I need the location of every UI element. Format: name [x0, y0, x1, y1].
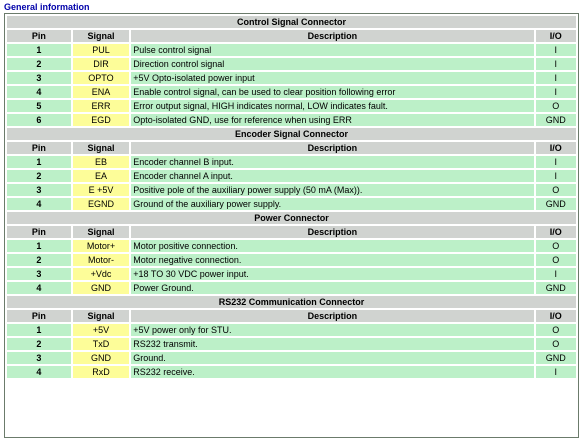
cell-signal: DIR [73, 58, 130, 70]
cell-pin: 4 [7, 86, 71, 98]
cell-pin: 2 [7, 254, 71, 266]
section-title-row [7, 212, 576, 224]
table-row [7, 254, 576, 266]
column-header-description: Description [131, 226, 533, 238]
section-title: Power Connector [7, 212, 576, 224]
table-row [7, 198, 576, 210]
column-header-row [7, 226, 576, 238]
cell-pin: 1 [7, 240, 71, 252]
table-row [7, 352, 576, 364]
cell-description: Error output signal, HIGH indicates normal, LOW indicates fault. [131, 100, 533, 112]
cell-signal: GND [73, 282, 130, 294]
cell-pin: 1 [7, 44, 71, 56]
cell-io: I [536, 366, 576, 378]
column-header-description: Description [131, 142, 533, 154]
page-heading: General information [4, 2, 90, 12]
cell-signal: TxD [73, 338, 130, 350]
table-row [7, 114, 576, 126]
cell-io: O [536, 254, 576, 266]
table-row [7, 170, 576, 182]
cell-signal: EB [73, 156, 130, 168]
cell-signal: ENA [73, 86, 130, 98]
connector-table [5, 14, 578, 380]
cell-pin: 3 [7, 72, 71, 84]
column-header-signal: Signal [73, 142, 130, 154]
cell-io: O [536, 324, 576, 336]
cell-description: +5V power only for STU. [131, 324, 533, 336]
cell-pin: 3 [7, 184, 71, 196]
table-row [7, 282, 576, 294]
cell-pin: 1 [7, 324, 71, 336]
cell-io: O [536, 100, 576, 112]
cell-description: Motor positive connection. [131, 240, 533, 252]
cell-signal: OPTO [73, 72, 130, 84]
cell-io: I [536, 72, 576, 84]
connector-table-body [7, 16, 576, 378]
cell-description: Encoder channel B input. [131, 156, 533, 168]
cell-signal: PUL [73, 44, 130, 56]
cell-signal: +Vdc [73, 268, 130, 280]
cell-signal: +5V [73, 324, 130, 336]
cell-io: I [536, 44, 576, 56]
cell-signal: ERR [73, 100, 130, 112]
cell-pin: 2 [7, 58, 71, 70]
column-header-description: Description [131, 30, 533, 42]
cell-description: Motor negative connection. [131, 254, 533, 266]
table-row [7, 44, 576, 56]
column-header-row [7, 30, 576, 42]
column-header-pin: Pin [7, 226, 71, 238]
cell-signal: EGD [73, 114, 130, 126]
table-row [7, 100, 576, 112]
cell-pin: 3 [7, 268, 71, 280]
cell-io: O [536, 240, 576, 252]
cell-pin: 5 [7, 100, 71, 112]
column-header-row [7, 310, 576, 322]
column-header-description: Description [131, 310, 533, 322]
cell-pin: 6 [7, 114, 71, 126]
section-title: Control Signal Connector [7, 16, 576, 28]
table-row [7, 324, 576, 336]
cell-pin: 2 [7, 338, 71, 350]
cell-pin: 2 [7, 170, 71, 182]
table-row [7, 58, 576, 70]
cell-io: I [536, 268, 576, 280]
cell-io: I [536, 156, 576, 168]
column-header-io: I/O [536, 30, 576, 42]
column-header-row [7, 142, 576, 154]
cell-description: RS232 transmit. [131, 338, 533, 350]
cell-description: Pulse control signal [131, 44, 533, 56]
table-row [7, 156, 576, 168]
section-title: Encoder Signal Connector [7, 128, 576, 140]
column-header-io: I/O [536, 226, 576, 238]
cell-io: I [536, 86, 576, 98]
table-row [7, 240, 576, 252]
cell-description: Ground of the auxiliary power supply. [131, 198, 533, 210]
cell-io: I [536, 170, 576, 182]
cell-pin: 1 [7, 156, 71, 168]
cell-description: Direction control signal [131, 58, 533, 70]
column-header-pin: Pin [7, 30, 71, 42]
column-header-signal: Signal [73, 30, 130, 42]
cell-io: O [536, 338, 576, 350]
table-row [7, 72, 576, 84]
cell-description: Power Ground. [131, 282, 533, 294]
table-row [7, 366, 576, 378]
table-row [7, 86, 576, 98]
cell-io: O [536, 184, 576, 196]
cell-description: Opto-isolated GND, use for reference when using ERR [131, 114, 533, 126]
section-title-row [7, 296, 576, 308]
cell-pin: 3 [7, 352, 71, 364]
cell-signal: EGND [73, 198, 130, 210]
cell-pin: 4 [7, 366, 71, 378]
table-row [7, 184, 576, 196]
column-header-io: I/O [536, 142, 576, 154]
column-header-io: I/O [536, 310, 576, 322]
section-title-row [7, 16, 576, 28]
cell-description: Encoder channel A input. [131, 170, 533, 182]
cell-io: GND [536, 198, 576, 210]
cell-description: +5V Opto-isolated power input [131, 72, 533, 84]
cell-description: Positive pole of the auxiliary power supply (50 mA (Max)). [131, 184, 533, 196]
column-header-pin: Pin [7, 142, 71, 154]
cell-description: RS232 receive. [131, 366, 533, 378]
cell-description: +18 TO 30 VDC power input. [131, 268, 533, 280]
cell-signal: EA [73, 170, 130, 182]
cell-io: GND [536, 114, 576, 126]
cell-pin: 4 [7, 282, 71, 294]
cell-io: I [536, 58, 576, 70]
section-title-row [7, 128, 576, 140]
table-row [7, 268, 576, 280]
cell-signal: Motor- [73, 254, 130, 266]
cell-signal: E +5V [73, 184, 130, 196]
connector-table-frame [4, 13, 579, 438]
cell-signal: Motor+ [73, 240, 130, 252]
cell-io: GND [536, 352, 576, 364]
cell-signal: GND [73, 352, 130, 364]
section-title: RS232 Communication Connector [7, 296, 576, 308]
cell-description: Enable control signal, can be used to clear position following error [131, 86, 533, 98]
cell-signal: RxD [73, 366, 130, 378]
cell-pin: 4 [7, 198, 71, 210]
table-row [7, 338, 576, 350]
column-header-signal: Signal [73, 310, 130, 322]
column-header-pin: Pin [7, 310, 71, 322]
cell-io: GND [536, 282, 576, 294]
column-header-signal: Signal [73, 226, 130, 238]
cell-description: Ground. [131, 352, 533, 364]
